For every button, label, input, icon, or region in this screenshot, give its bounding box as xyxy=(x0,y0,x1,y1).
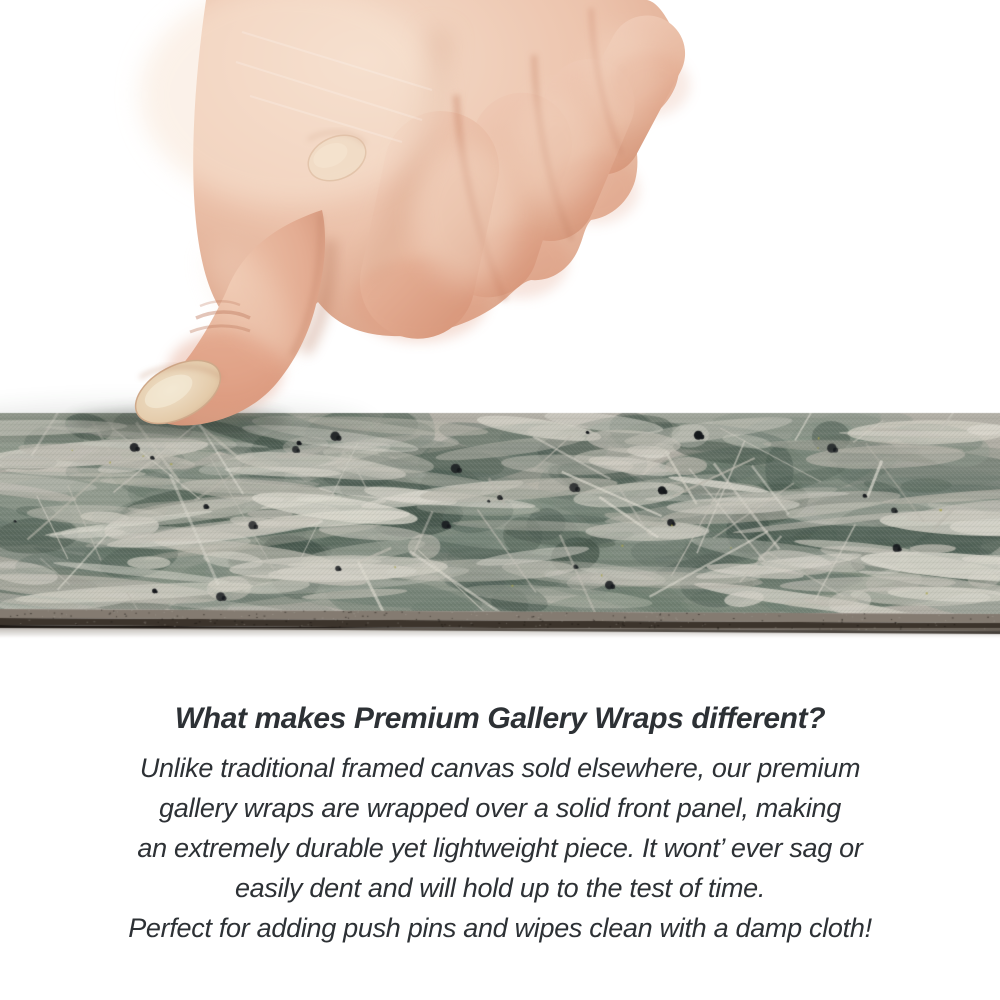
headline: What makes Premium Gallery Wraps different? xyxy=(174,702,826,735)
body-line-2: gallery wraps are wrapped over a solid front panel, making xyxy=(159,793,841,823)
body-line-5: Perfect for adding push pins and wipes clean with a damp cloth! xyxy=(128,913,872,943)
marketing-copy xyxy=(0,699,1000,948)
body-line-3: an extremely durable yet lightweight piece. It wont’ ever sag or xyxy=(137,833,863,863)
body-line-1: Unlike traditional framed canvas sold elsewhere, our premium xyxy=(139,753,861,783)
gallery-wrap-canvas-strip xyxy=(0,412,1000,642)
thumb xyxy=(125,210,325,437)
body-line-4: easily dent and will hold up to the test of time. xyxy=(234,873,766,903)
hand-pressing-photo xyxy=(0,0,1000,442)
